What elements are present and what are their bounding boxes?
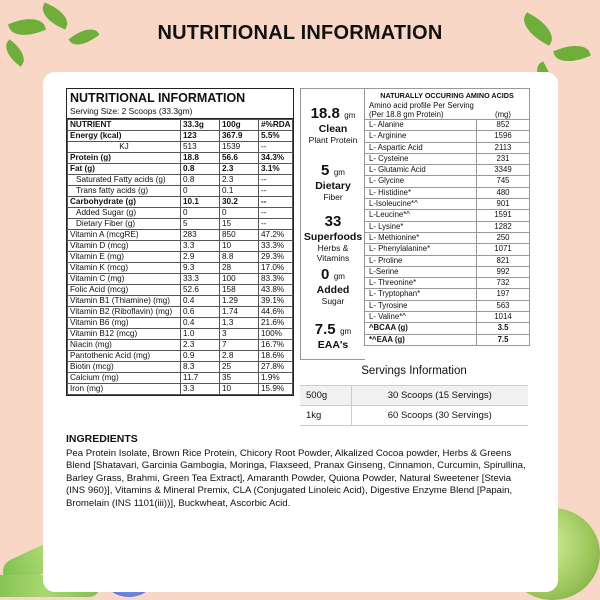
- nutrient-name: Carbohydrate (g): [68, 197, 181, 208]
- value-per-serving: 283: [181, 230, 220, 241]
- pack-size: 1kg: [300, 406, 351, 426]
- stat-value: 7.5: [314, 321, 336, 338]
- servings-row: [300, 406, 528, 426]
- amino-value: 197: [477, 289, 530, 300]
- amino-row: [365, 300, 529, 311]
- value-rda: 1.9%: [259, 373, 293, 384]
- value-per-serving: 0.8: [181, 175, 220, 186]
- nutrition-heading: NUTRITIONAL INFORMATION: [70, 91, 246, 105]
- amino-name: L- Cysteine: [365, 153, 477, 164]
- page-title: NUTRITIONAL INFORMATION: [157, 22, 443, 44]
- value-per-100g: 56.6: [220, 153, 259, 164]
- table-row: [68, 186, 293, 197]
- value-per-serving: 3.3: [181, 241, 220, 252]
- stat-unit: gm: [340, 327, 352, 336]
- value-rda: 33.3%: [259, 241, 293, 252]
- value-per-serving: 513: [181, 142, 220, 153]
- value-rda: 16.7%: [259, 340, 293, 351]
- stat-unit: gm: [344, 111, 356, 120]
- amino-acid-table: [364, 88, 530, 346]
- amino-value: 1596: [477, 131, 530, 142]
- table-row: [68, 208, 293, 219]
- amino-value: 480: [477, 187, 530, 198]
- stat-label: Superfoods: [303, 231, 363, 243]
- stat-value: 18.8: [310, 105, 340, 122]
- value-rda: 18.6%: [259, 351, 293, 362]
- table-row: [68, 373, 293, 384]
- servings-count: 60 Scoops (30 Servings): [351, 406, 528, 426]
- amino-name: L- Phenylalanine*: [365, 244, 477, 255]
- value-rda: 21.6%: [259, 318, 293, 329]
- amino-row: [365, 266, 529, 277]
- value-rda: 5.5%: [259, 131, 293, 142]
- amino-value: 7.5: [477, 334, 530, 345]
- amino-row: [365, 244, 529, 255]
- value-per-serving: 1.0: [181, 329, 220, 340]
- nutrient-name: Saturated Fatty acids (g): [68, 175, 181, 186]
- value-rda: 43.8%: [259, 285, 293, 296]
- stat-unit: gm: [333, 168, 345, 177]
- amino-name: L- Arginine: [365, 131, 477, 142]
- value-per-100g: 1.29: [220, 296, 259, 307]
- amino-row: [365, 255, 529, 266]
- table-row: [68, 252, 293, 263]
- value-per-100g: 30.2: [220, 197, 259, 208]
- value-per-100g: 1.3: [220, 318, 259, 329]
- amino-row: [365, 199, 529, 210]
- table-row: [68, 263, 293, 274]
- table-row: [68, 142, 293, 153]
- value-rda: 100%: [259, 329, 293, 340]
- table-row: [68, 307, 293, 318]
- amino-name: L- Tyrosine: [365, 300, 477, 311]
- amino-protein-basis: (Per 18.8 gm Protein): [369, 110, 444, 119]
- ingredients-title: INGREDIENTS: [66, 433, 138, 445]
- value-per-serving: 11.7: [181, 373, 220, 384]
- table-row: [68, 219, 293, 230]
- nutrient-name: Vitamin K (mcg): [68, 263, 181, 274]
- value-per-serving: 9.3: [181, 263, 220, 274]
- stat-value: 33: [324, 213, 342, 230]
- highlights-column: [300, 88, 365, 360]
- value-per-100g: 158: [220, 285, 259, 296]
- highlight-stat: [301, 213, 365, 263]
- value-per-100g: 850: [220, 230, 259, 241]
- servings-count: 30 Scoops (15 Servings): [351, 386, 528, 406]
- amino-value: 2113: [477, 142, 530, 153]
- nutrition-table: [66, 88, 294, 396]
- value-per-100g: 15: [220, 219, 259, 230]
- table-row: [68, 285, 293, 296]
- value-per-serving: 10.1: [181, 197, 220, 208]
- value-rda: --: [259, 175, 293, 186]
- nutrient-name: Niacin (mg): [68, 340, 181, 351]
- ingredients-text: Pea Protein Isolate, Brown Rice Protein, Chicory Root Powder, Alkalized Cocoa powder, Herbs & Greens Blend [Shatavari, Garcinia Gambogia, Moringa, Flaxseed, Pranax Ginseng, Cinnamon, Curcumin, Spirullina, Barley Grass, Brahmi, Green Tea Extract], Amaranth Powder, Quiona Powder, Natural Sweetener [Stevia (INS 960)], Vitamins & Mineral Premix, CLA (Conjugated Linoleic Acid), Digestive Enzyme Blend [Papain, Bromelain (INS 1101(iii))], Buckwheat, Ascorbic Acid.: [66, 448, 526, 509]
- nutrient-name: Vitamin B2 (Riboflavin) (mg): [68, 307, 181, 318]
- nutrient-name: Biotin (mcg): [68, 362, 181, 373]
- amino-name: L- Methionine*: [365, 232, 477, 243]
- value-per-serving: 3.3: [181, 384, 220, 395]
- amino-value: 1591: [477, 210, 530, 221]
- col-rda: #%RDA: [259, 120, 293, 131]
- value-rda: 29.3%: [259, 252, 293, 263]
- amino-row: [365, 165, 529, 176]
- stat-value: 0: [321, 266, 330, 283]
- value-per-serving: 2.3: [181, 340, 220, 351]
- pack-size: 500g: [300, 386, 351, 406]
- stat-label: Added: [316, 284, 350, 296]
- amino-name: L- Valine*^: [365, 312, 477, 323]
- amino-name: L- Tryptophan*: [365, 289, 477, 300]
- value-rda: 15.9%: [259, 384, 293, 395]
- value-per-100g: 2.3: [220, 175, 259, 186]
- value-per-serving: 0: [181, 186, 220, 197]
- nutrient-name: Trans fatty acids (g): [68, 186, 181, 197]
- amino-name: L- Threonine*: [365, 278, 477, 289]
- amino-value: 1071: [477, 244, 530, 255]
- amino-row: [365, 142, 529, 153]
- amino-value: 3349: [477, 165, 530, 176]
- nutrient-name: Energy (kcal): [68, 131, 181, 142]
- value-per-100g: 8.8: [220, 252, 259, 263]
- value-per-serving: 0.4: [181, 296, 220, 307]
- value-per-100g: 10: [220, 384, 259, 395]
- value-per-serving: 0: [181, 208, 220, 219]
- value-rda: 39.1%: [259, 296, 293, 307]
- amino-value: 231: [477, 153, 530, 164]
- table-row: [68, 296, 293, 307]
- value-per-100g: 3: [220, 329, 259, 340]
- highlight-stat: [301, 162, 365, 202]
- amino-value: 563: [477, 300, 530, 311]
- amino-heading: NATURALLY OCCURING AMINO ACIDS: [380, 91, 514, 100]
- value-per-100g: 10: [220, 241, 259, 252]
- value-per-serving: 8.3: [181, 362, 220, 373]
- amino-value: 732: [477, 278, 530, 289]
- value-rda: 3.1%: [259, 164, 293, 175]
- value-per-serving: 0.6: [181, 307, 220, 318]
- value-per-serving: 2.9: [181, 252, 220, 263]
- value-per-100g: 100: [220, 274, 259, 285]
- stat-label: Clean: [318, 123, 348, 135]
- amino-name: L-Leucine*^: [365, 210, 477, 221]
- amino-name: L- Alanine: [365, 120, 477, 131]
- highlight-stat: [301, 105, 365, 145]
- stat-value: 5: [321, 162, 330, 179]
- amino-value: 745: [477, 176, 530, 187]
- table-row: [68, 241, 293, 252]
- nutrient-name: Vitamin A (mcgRE): [68, 230, 181, 241]
- value-per-serving: 123: [181, 131, 220, 142]
- value-rda: --: [259, 142, 293, 153]
- amino-value: 250: [477, 232, 530, 243]
- servings-table: [300, 385, 528, 426]
- value-per-100g: 0.1: [220, 186, 259, 197]
- amino-row: [365, 289, 529, 300]
- value-per-100g: 28: [220, 263, 259, 274]
- nutrition-header-row: [68, 120, 293, 131]
- amino-value: 1282: [477, 221, 530, 232]
- nutrient-name: Fat (g): [68, 164, 181, 175]
- amino-name: L- Glutamic Acid: [365, 165, 477, 176]
- value-rda: --: [259, 219, 293, 230]
- nutrient-name: Vitamin C (mg): [68, 274, 181, 285]
- stat-unit: gm: [333, 272, 345, 281]
- value-per-100g: 1539: [220, 142, 259, 153]
- amino-row: [365, 221, 529, 232]
- value-rda: --: [259, 186, 293, 197]
- amino-value: 852: [477, 120, 530, 131]
- nutrient-name: Vitamin D (mcg): [68, 241, 181, 252]
- amino-value: 3.5: [477, 323, 530, 334]
- amino-subheading: Amino acid profile Per Serving: [369, 101, 474, 110]
- amino-name: L- Aspartic Acid: [365, 142, 477, 153]
- table-row: [68, 175, 293, 186]
- value-per-serving: 5: [181, 219, 220, 230]
- nutrient-name: Iron (mg): [68, 384, 181, 395]
- value-rda: 44.6%: [259, 307, 293, 318]
- value-per-100g: 367.9: [220, 131, 259, 142]
- table-row: [68, 164, 293, 175]
- amino-row: [365, 153, 529, 164]
- amino-value: 821: [477, 255, 530, 266]
- amino-unit: (mg): [494, 110, 511, 119]
- amino-name: L- Histidine*: [365, 187, 477, 198]
- col-per-100g: 100g: [220, 120, 259, 131]
- servings-title: Servings Information: [361, 365, 467, 377]
- amino-row: [365, 232, 529, 243]
- table-row: [68, 131, 293, 142]
- table-row: [68, 362, 293, 373]
- value-per-100g: 25: [220, 362, 259, 373]
- stat-label: EAA's: [317, 339, 349, 351]
- nutrient-name: Dietary Fiber (g): [68, 219, 181, 230]
- amino-name: L- Lysine*: [365, 221, 477, 232]
- value-per-serving: 52.6: [181, 285, 220, 296]
- amino-row: [365, 278, 529, 289]
- stat-sublabel: Herbs & Vitamins: [316, 243, 350, 263]
- value-rda: 47.2%: [259, 230, 293, 241]
- amino-row: [365, 334, 529, 345]
- value-rda: 83.3%: [259, 274, 293, 285]
- nutrient-name: Protein (g): [68, 153, 181, 164]
- col-nutrient: NUTRIENT: [68, 120, 181, 131]
- table-row: [68, 197, 293, 208]
- value-rda: 17.0%: [259, 263, 293, 274]
- table-row: [68, 351, 293, 362]
- value-per-100g: 7: [220, 340, 259, 351]
- nutrient-name: Vitamin E (mg): [68, 252, 181, 263]
- value-rda: --: [259, 208, 293, 219]
- col-per-serving: 33.3g: [181, 120, 220, 131]
- amino-row: [365, 187, 529, 198]
- amino-name: L- Proline: [365, 255, 477, 266]
- amino-row: [365, 210, 529, 221]
- value-per-100g: 2.8: [220, 351, 259, 362]
- amino-row: [365, 131, 529, 142]
- amino-row: [365, 120, 529, 131]
- stat-sublabel: Sugar: [321, 296, 345, 306]
- value-per-100g: 1.74: [220, 307, 259, 318]
- table-row: [68, 340, 293, 351]
- value-per-serving: 18.8: [181, 153, 220, 164]
- amino-name: L-Isoleucine*^: [365, 199, 477, 210]
- amino-row: [365, 323, 529, 334]
- table-row: [68, 329, 293, 340]
- highlight-stat: [301, 321, 365, 351]
- nutrient-name: Pantothenic Acid (mg): [68, 351, 181, 362]
- nutrient-name: Vitamin B6 (mg): [68, 318, 181, 329]
- nutrient-name: Calcium (mg): [68, 373, 181, 384]
- nutrient-name: Folic Acid (mcg): [68, 285, 181, 296]
- nutrient-name: Vitamin B12 (mcg): [68, 329, 181, 340]
- value-per-serving: 33.3: [181, 274, 220, 285]
- value-per-100g: 35: [220, 373, 259, 384]
- table-row: [68, 153, 293, 164]
- stat-label: Dietary: [315, 180, 351, 192]
- stat-sublabel: Fiber: [323, 192, 343, 202]
- nutrient-name: Added Sugar (g): [68, 208, 181, 219]
- value-per-100g: 0: [220, 208, 259, 219]
- value-per-100g: 2.3: [220, 164, 259, 175]
- amino-row: [365, 176, 529, 187]
- stat-sublabel: Plant Protein: [308, 135, 358, 145]
- amino-name: *^EAA (g): [365, 334, 477, 345]
- value-rda: 34.3%: [259, 153, 293, 164]
- amino-name: L-Serine: [365, 266, 477, 277]
- table-row: [68, 274, 293, 285]
- amino-value: 901: [477, 199, 530, 210]
- amino-name: ^BCAA (g): [365, 323, 477, 334]
- servings-row: [300, 386, 528, 406]
- table-row: [68, 230, 293, 241]
- table-row: [68, 318, 293, 329]
- nutrient-name: Vitamin B1 (Thiamine) (mg): [68, 296, 181, 307]
- amino-subheading-2: [365, 110, 529, 119]
- value-rda: 27.8%: [259, 362, 293, 373]
- amino-row: [365, 312, 529, 323]
- amino-value: 992: [477, 266, 530, 277]
- table-row: [68, 384, 293, 395]
- serving-size: Serving Size: 2 Scoops (33.3gm): [67, 105, 293, 119]
- amino-name: L- Glycine: [365, 176, 477, 187]
- highlight-stat: [301, 266, 365, 306]
- value-per-serving: 0.8: [181, 164, 220, 175]
- value-per-serving: 0.4: [181, 318, 220, 329]
- value-rda: --: [259, 197, 293, 208]
- nutrient-name: KJ: [68, 142, 181, 153]
- amino-value: 1014: [477, 312, 530, 323]
- value-per-serving: 0.9: [181, 351, 220, 362]
